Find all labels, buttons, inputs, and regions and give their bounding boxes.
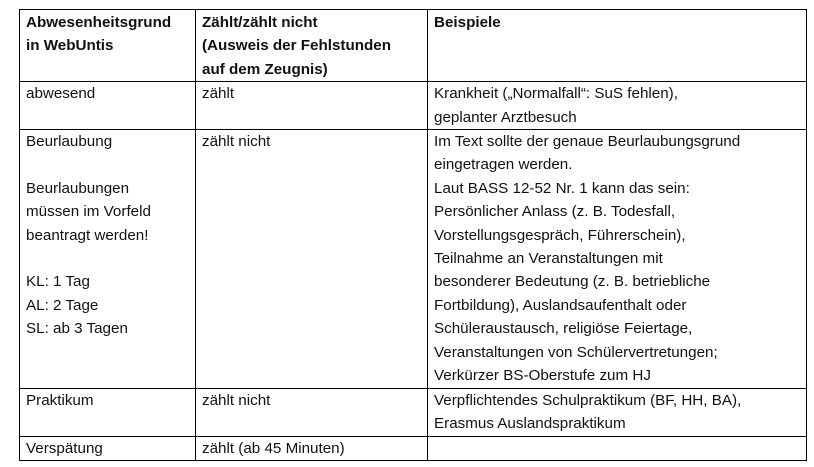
cell-reason bbox=[20, 130, 196, 389]
header-text: (Ausweis der Fehlstunden bbox=[202, 37, 392, 55]
cell-examples bbox=[428, 82, 807, 130]
example-line: besonderer Bedeutung (z. B. betriebliche bbox=[434, 273, 711, 291]
table-row bbox=[20, 130, 807, 389]
cell-examples bbox=[428, 389, 807, 437]
header-text: Abwesenheitsgrund bbox=[26, 14, 172, 31]
example-line: Persönlicher Anlass (z. B. Todesfall, bbox=[434, 203, 676, 221]
example-line: Veranstaltungen von Schülervertretungen; bbox=[434, 343, 718, 361]
header-text: in WebUntis bbox=[26, 37, 114, 55]
cell-counts bbox=[196, 130, 428, 389]
reason-text: Verspätung bbox=[26, 439, 103, 457]
example-line: Schüleraustausch, religiöse Feiertage, bbox=[434, 320, 693, 338]
example-line: Krankheit („Normalfall“: SuS fehlen), bbox=[434, 85, 678, 103]
table-row bbox=[20, 436, 807, 460]
approval-days: AL: 2 Tage bbox=[26, 296, 99, 314]
table-row bbox=[20, 82, 807, 130]
spacer bbox=[26, 153, 190, 176]
cell-reason bbox=[20, 436, 196, 460]
cell-counts bbox=[196, 82, 428, 130]
header-text: auf dem Zeugnis) bbox=[202, 60, 328, 78]
reason-text: Praktikum bbox=[26, 392, 94, 410]
cell-examples bbox=[428, 436, 807, 460]
counts-text: zählt bbox=[202, 85, 235, 103]
example-line: Verpflichtendes Schulpraktikum (BF, HH, BA), bbox=[434, 392, 742, 410]
example-line: Erasmus Auslandspraktikum bbox=[434, 415, 626, 433]
header-text: Beispiele bbox=[434, 14, 501, 31]
cell-reason bbox=[20, 389, 196, 437]
counts-text: zählt (ab 45 Minuten) bbox=[202, 439, 345, 457]
cell-reason bbox=[20, 82, 196, 130]
reason-note: beantragt werden! bbox=[26, 226, 149, 244]
example-line: eingetragen werden. bbox=[434, 156, 573, 174]
table-header-row bbox=[20, 10, 807, 82]
approval-days: KL: 1 Tag bbox=[26, 273, 90, 291]
table-row bbox=[20, 389, 807, 437]
absence-reasons-table bbox=[19, 9, 807, 461]
example-line: Fortbildung), Auslandsaufenthalt oder bbox=[434, 296, 687, 314]
spacer bbox=[26, 247, 190, 270]
cell-counts bbox=[196, 389, 428, 437]
example-line: Im Text sollte der genaue Beurlaubungsgrund bbox=[434, 133, 741, 151]
header-examples bbox=[428, 10, 807, 82]
example-line: geplanter Arztbesuch bbox=[434, 108, 577, 126]
approval-days: SL: ab 3 Tagen bbox=[26, 320, 128, 338]
example-line: Teilnahme an Veranstaltungen mit bbox=[434, 250, 663, 268]
header-absence-reason bbox=[20, 10, 196, 82]
example-line: Laut BASS 12-52 Nr. 1 kann das sein: bbox=[434, 179, 690, 197]
counts-text: zählt nicht bbox=[202, 133, 271, 151]
cell-examples bbox=[428, 130, 807, 389]
example-line: Vorstellungsgespräch, Führerschein), bbox=[434, 226, 686, 244]
reason-text: abwesend bbox=[26, 85, 96, 103]
example-line: Verkürzer BS-Oberstufe zum HJ bbox=[434, 367, 651, 385]
counts-text: zählt nicht bbox=[202, 392, 271, 410]
reason-note: Beurlaubungen bbox=[26, 179, 130, 197]
cell-counts bbox=[196, 436, 428, 460]
header-counts bbox=[196, 10, 428, 82]
reason-note: müssen im Vorfeld bbox=[26, 203, 151, 221]
header-text: Zählt/zählt nicht bbox=[202, 14, 318, 31]
reason-text: Beurlaubung bbox=[26, 133, 113, 151]
